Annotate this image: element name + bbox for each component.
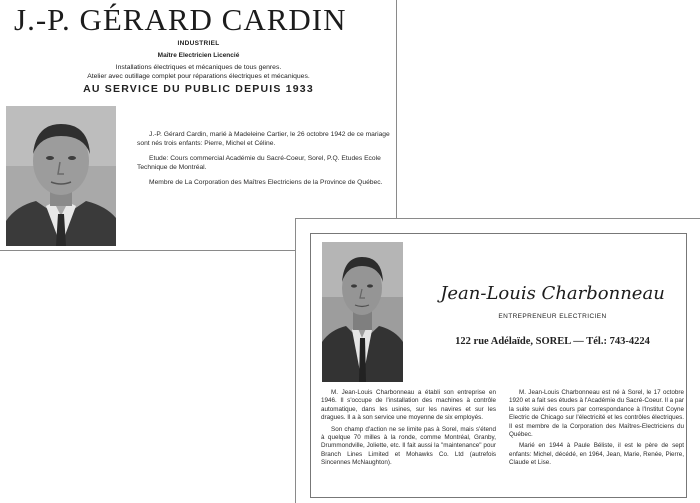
cardin-bio-paragraph: J.-P. Gérard Cardin, marié à Madeleine Cartier, le 26 octobre 1942 de ce mariage sont nés trois enfants: Pierre, Michel et Céline. [137,131,390,147]
cardin-installations-text [0,64,397,81]
charbonneau-ad-card [295,218,700,503]
charbonneau-left-column [321,389,496,471]
cardin-name-heading: J.-P. GÉRARD CARDIN [14,2,347,37]
charbonneau-address-phone: 122 rue Adélaïde, SOREL — Tél.: 743-4224 [455,336,650,347]
charbonneau-role-label: ENTREPRENEUR ELECTRICIEN [498,313,607,320]
charbonneau-text-paragraph: Marié en 1944 à Paule Béliste, il est le père de sept enfants: Michel, décédé, en 1964, Jean, Marie, Renée, Pierre, Claude et Lise. [509,442,684,467]
charbonneau-portrait-photo [322,242,403,382]
cardin-biography [137,130,392,193]
cardin-bio-paragraph: Etude: Cours commercial Académie du Sacré-Coeur, Sorel, P.Q. Etudes Ecole Technique de Montréal. [137,155,381,171]
charbonneau-text-paragraph: M. Jean-Louis Charbonneau est né à Sorel, le 17 octobre 1920 et a fait ses études à l'Académie du Sacré-Coeur. Il a par la suite suivi des cours par correspondance à l'Institut Coyne Electric de Chicago sur l'électricité et les contrôles électriques. Il est membre de la Corporation des Maîtres-Electriciens du Québec. [509,389,684,439]
charbonneau-text-paragraph: Son champ d'action ne se limite pas à Sorel, mais s'étend à quelque 70 milles à la ronde, comme Montréal, Granby, Drummondville, Joliette, etc. Il fait aussi la "maintenance" pour Branch Lines Limited et Mohawks Co. Ltd (autrefois Sincennes McNaughton). [321,425,496,467]
cardin-installations-line-2: Atelier avec outillage complet pour réparations électriques et mécaniques. [87,72,310,80]
cardin-installations-line-1: Installations électriques et mécaniques de tous genres. [115,64,282,71]
cardin-bio-paragraph: Membre de La Corporation des Maîtres Electriciens de la Province de Québec. [149,179,383,186]
charbonneau-name-heading: Jean-Louis Charbonneau [440,283,665,304]
charbonneau-text-paragraph: M. Jean-Louis Charbonneau a établi son entreprise en 1946. Il s'occupe de l'installation des machines à contrôle automatique, dans les usines, sur les navires et sur les dragues. Il a à son service une moyenne de six employés. [321,389,496,422]
cardin-portrait-photo [6,106,116,246]
cardin-license-label: Maître Electricien Licencié [157,52,240,59]
cardin-industry-label: INDUSTRIEL [177,40,220,47]
cardin-service-since-heading: AU SERVICE DU PUBLIC DEPUIS 1933 [83,83,314,95]
charbonneau-right-column [509,389,684,471]
cardin-ad-card [0,0,397,251]
